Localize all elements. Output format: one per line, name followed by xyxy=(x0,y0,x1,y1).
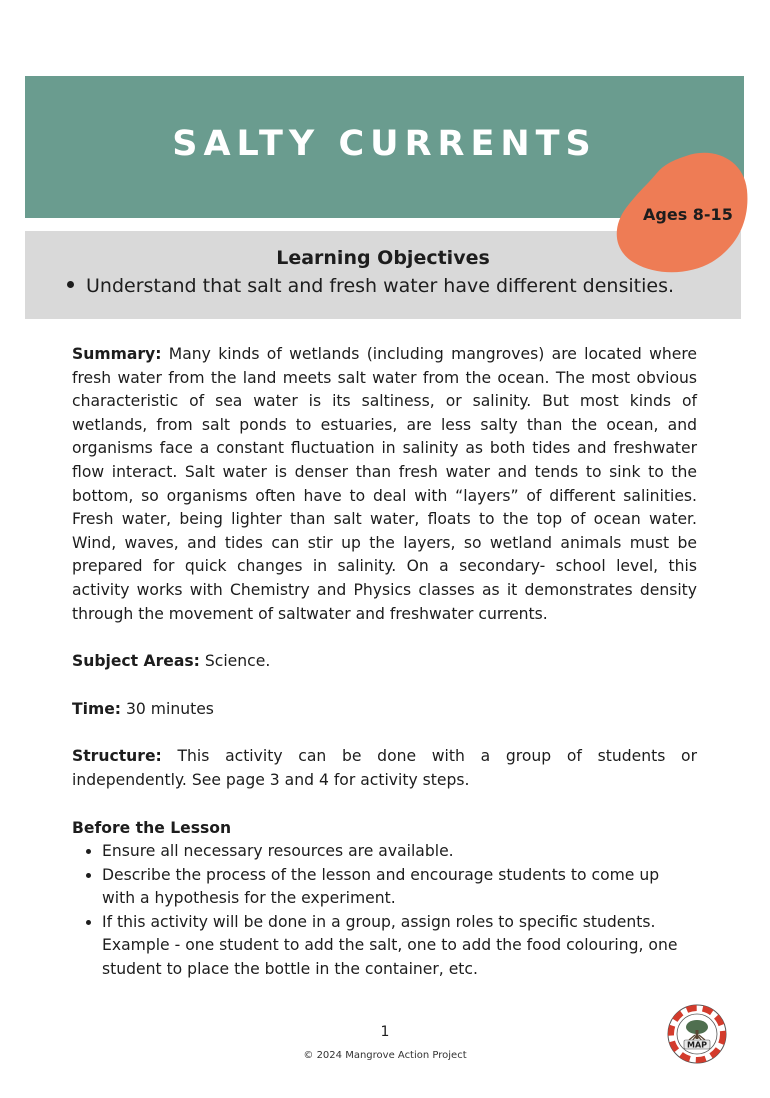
structure-text: This activity can be done with a group of students or independently. See page 3 and 4 for activity steps. xyxy=(72,747,697,789)
lesson-content xyxy=(72,343,697,982)
summary-text: Many kinds of wetlands (including mangroves) are located where fresh water from the land meets salt water from the ocean. The most obvious characteristic of sea water is its saltiness, or salinity. But most kinds of wetlands, from salt ponds to estuaries, are less salty than the ocean, and organisms face a constant fluctuation in salinity as both tides and freshwater flow interact. Salt water is denser than fresh water and tends to sink to the bottom, so organisms often have to deal with “layers” of different salinities. Fresh water, being lighter than salt water, floats to the top of ocean water. Wind, waves, and tides can stir up the layers, so wetland animals must be prepared for quick changes in salinity. On a secondary- school level, this activity works with Chemistry and Physics classes as it demonstrates density through the movement of saltwater and freshwater currents. xyxy=(72,345,697,623)
list-item: • If this activity will be done in a group, assign roles to specific students. Example - one student to add the salt, one to add the food colouring, one student to place the bottle in the container, etc. xyxy=(102,911,697,982)
objective-item xyxy=(67,275,674,297)
subject-areas-text: Science. xyxy=(199,652,271,671)
structure-label: Structure: xyxy=(72,747,162,766)
structure-paragraph xyxy=(72,745,697,792)
before-lesson-heading: Before the Lesson xyxy=(72,818,232,837)
before-lesson-list xyxy=(72,840,697,982)
page-number: 1 xyxy=(380,1024,390,1040)
mangrove-action-project-logo-icon xyxy=(667,1004,727,1064)
page-title: SALTY CURRENTS xyxy=(172,124,597,164)
summary-paragraph xyxy=(72,343,697,626)
objective-text: Understand that salt and fresh water have different densities. xyxy=(86,275,675,297)
copyright-text: © 2024 Mangrove Action Project xyxy=(303,1050,467,1061)
subject-areas-paragraph xyxy=(72,650,697,674)
age-badge: Ages 8-15 xyxy=(643,205,733,224)
summary-label: Summary: xyxy=(72,345,162,363)
time-label: Time: xyxy=(72,699,122,718)
time-paragraph xyxy=(72,698,697,722)
logo-text: MAP xyxy=(686,1040,708,1050)
bullet-icon xyxy=(67,281,74,288)
list-item: • Ensure all necessary resources are available. xyxy=(102,840,697,864)
learning-objectives-heading: Learning Objectives xyxy=(276,247,490,269)
time-text: 30 minutes xyxy=(121,699,214,718)
subject-areas-label: Subject Areas: xyxy=(72,652,200,671)
list-item: • Describe the process of the lesson and encourage students to come up with a hypothesis for the experiment. xyxy=(102,864,697,911)
